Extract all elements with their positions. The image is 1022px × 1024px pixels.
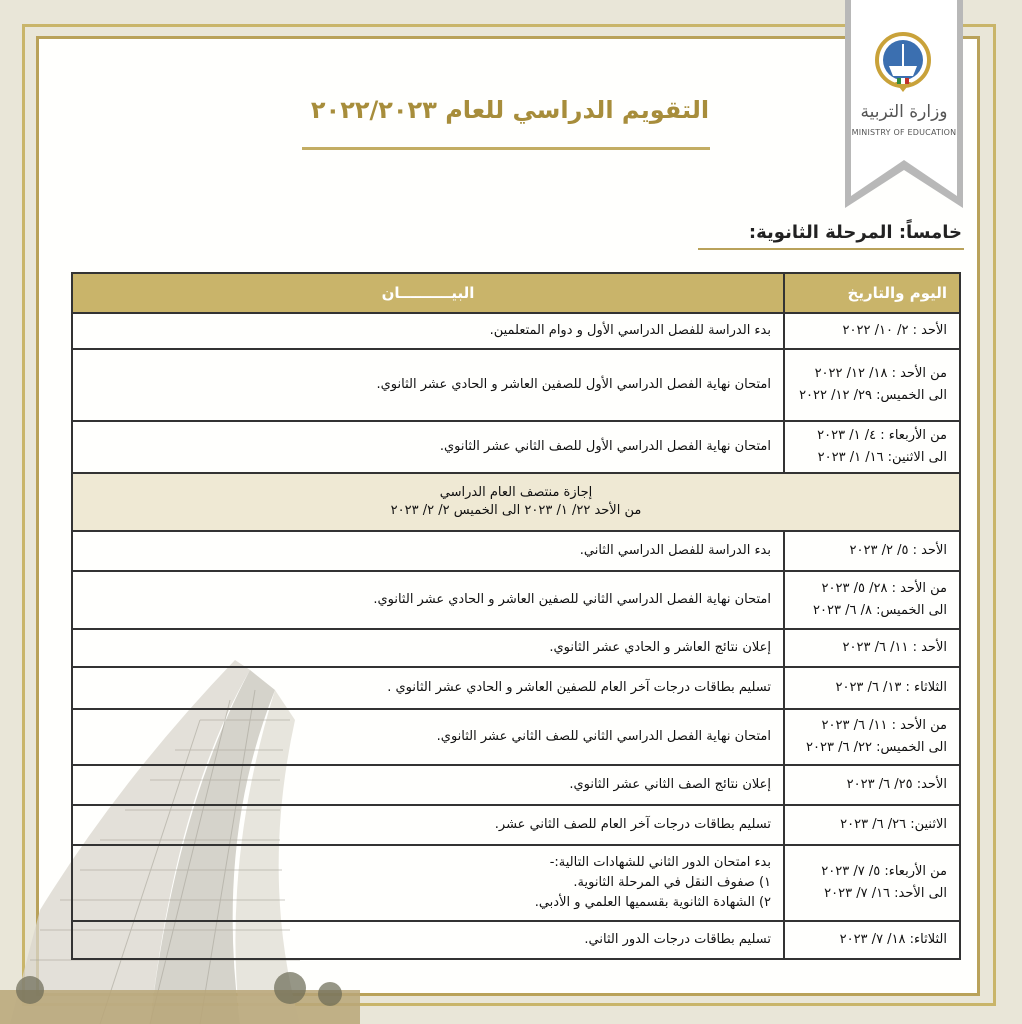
table-row xyxy=(72,571,960,629)
date-line: الأحد : ٥/ ٢/ ٢٠٢٣ xyxy=(849,542,947,558)
row-date xyxy=(784,531,960,571)
description-line: امتحان نهاية الفصل الدراسي الأول للصف الثاني عشر الثانوي. xyxy=(439,438,771,454)
section-heading: خامساً: المرحلة الثانوية: xyxy=(748,222,962,243)
date-line: من الأربعاء: ٥/ ٧/ ٢٠٢٣ xyxy=(821,863,947,879)
date-line: الى الخميس: ٨/ ٦/ ٢٠٢٣ xyxy=(813,603,947,618)
description-line: تسليم بطاقات درجات آخر العام للصف الثاني عشر. xyxy=(494,816,771,832)
description-line: تسليم بطاقات درجات الدور الثاني. xyxy=(584,931,771,947)
date-line: من الأربعاء : ٤/ ١/ ٢٠٢٣ xyxy=(817,427,947,443)
description-line: امتحان نهاية الفصل الدراسي الثاني للصف الثاني عشر الثانوي. xyxy=(436,728,771,744)
row-description xyxy=(72,805,784,845)
table-row xyxy=(72,629,960,667)
description-line: امتحان نهاية الفصل الدراسي الأول للصفين العاشر و الحادي عشر الثانوي. xyxy=(376,376,771,392)
row-description xyxy=(72,421,784,473)
description-line: ١) صفوف النقل في المرحلة الثانوية. xyxy=(573,874,771,890)
row-date xyxy=(784,629,960,667)
description-line: تسليم بطاقات درجات آخر العام للصفين العاشر و الحادي عشر الثانوي . xyxy=(387,679,771,695)
table-row xyxy=(72,845,960,921)
date-line: الى الأحد: ١٦/ ٧/ ٢٠٢٣ xyxy=(824,886,947,901)
description-line: بدء الدراسة للفصل الدراسي الأول و دوام المتعلمين. xyxy=(489,322,771,338)
page-title: التقويم الدراسي للعام ٢٠٢٢/٢٠٢٣ xyxy=(310,96,710,124)
table-body xyxy=(72,313,960,959)
description-line: بدء امتحان الدور الثاني للشهادات التالية:- xyxy=(549,854,771,870)
break-line1: إجازة منتصف العام الدراسي xyxy=(439,485,593,501)
date-line: الى الخميس: ٢٢/ ٦/ ٢٠٢٣ xyxy=(806,740,947,755)
row-date xyxy=(784,709,960,765)
kuwait-emblem-icon xyxy=(875,32,931,96)
table-row xyxy=(72,805,960,845)
row-date xyxy=(784,805,960,845)
date-line: الى الخميس: ٢٩/ ١٢/ ٢٠٢٢ xyxy=(799,388,947,403)
row-date xyxy=(784,571,960,629)
description-line: ٢) الشهادة الثانوية بقسميها العلمي و الأدبي. xyxy=(534,895,771,911)
row-description xyxy=(72,845,784,921)
date-line: الثلاثاء: ١٨/ ٧/ ٢٠٢٣ xyxy=(839,931,947,947)
date-line: من الأحد : ٢٨/ ٥/ ٢٠٢٣ xyxy=(821,580,947,596)
date-line: من الأحد : ١١/ ٦/ ٢٠٢٣ xyxy=(821,717,947,733)
table-row xyxy=(72,765,960,805)
table-row xyxy=(72,531,960,571)
date-line: الاثنين: ٢٦/ ٦/ ٢٠٢٣ xyxy=(840,816,947,832)
description-line: امتحان نهاية الفصل الدراسي الثاني للصفين العاشر و الحادي عشر الثانوي. xyxy=(373,591,771,607)
row-date xyxy=(784,313,960,349)
column-header-description: البيــــــــــان xyxy=(72,273,784,313)
table-row xyxy=(72,421,960,473)
description-line: إعلان نتائج الصف الثاني عشر الثانوي. xyxy=(569,776,771,792)
description-line: بدء الدراسة للفصل الدراسي الثاني. xyxy=(579,542,771,558)
row-date xyxy=(784,921,960,959)
row-date xyxy=(784,765,960,805)
date-line: الأحد : ٢/ ١٠/ ٢٠٢٢ xyxy=(842,322,947,338)
break-line2: من الأحد ٢٢/ ١/ ٢٠٢٣ الى الخميس ٢/ ٢/ ٢٠٢٣ xyxy=(390,503,642,518)
midyear-break-row xyxy=(72,473,960,531)
ministry-name-ar: وزارة التربية xyxy=(860,102,948,122)
table-row xyxy=(72,709,960,765)
row-description xyxy=(72,667,784,709)
section-underline xyxy=(698,248,964,250)
row-description xyxy=(72,571,784,629)
table-header-row xyxy=(72,273,960,313)
title-underline xyxy=(302,147,710,150)
date-line: الأحد: ٢٥/ ٦/ ٢٠٢٣ xyxy=(846,776,947,792)
row-date xyxy=(784,845,960,921)
table-row xyxy=(72,313,960,349)
table-row xyxy=(72,349,960,421)
table-row xyxy=(72,921,960,959)
row-description xyxy=(72,629,784,667)
row-date xyxy=(784,349,960,421)
row-description xyxy=(72,349,784,421)
row-description xyxy=(72,765,784,805)
date-line: الى الاثنين: ١٦/ ١/ ٢٠٢٣ xyxy=(817,450,947,465)
date-line: الثلاثاء : ١٣/ ٦/ ٢٠٢٣ xyxy=(835,679,947,695)
calendar-table xyxy=(71,272,961,960)
row-date xyxy=(784,421,960,473)
date-line: الأحد : ١١/ ٦/ ٢٠٢٣ xyxy=(842,639,947,655)
table-row xyxy=(72,667,960,709)
row-description xyxy=(72,531,784,571)
midyear-break-cell xyxy=(72,473,960,531)
row-date xyxy=(784,667,960,709)
description-line: إعلان نتائج العاشر و الحادي عشر الثانوي. xyxy=(549,639,771,655)
column-header-date: اليوم والتاريخ xyxy=(784,273,960,313)
row-description xyxy=(72,709,784,765)
ministry-name-en: MINISTRY OF EDUCATION xyxy=(851,128,957,137)
row-description xyxy=(72,313,784,349)
row-description xyxy=(72,921,784,959)
date-line: من الأحد : ١٨/ ١٢/ ٢٠٢٢ xyxy=(814,365,947,381)
